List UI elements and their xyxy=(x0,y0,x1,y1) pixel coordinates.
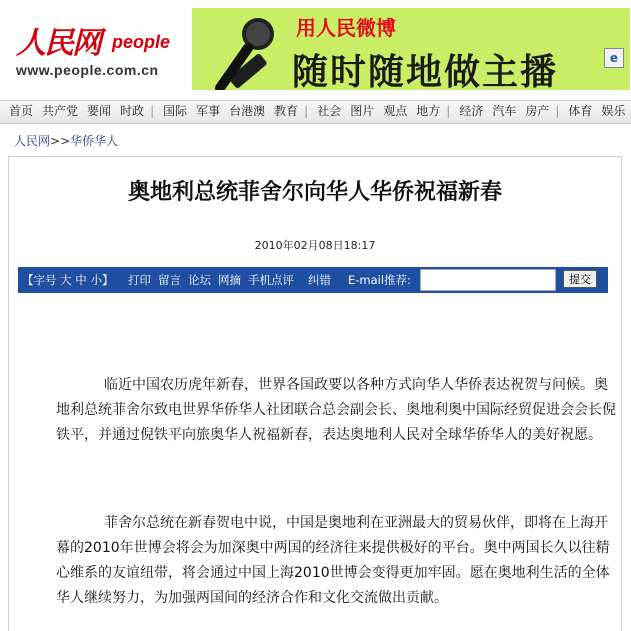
breadcrumb xyxy=(14,132,118,149)
nav-separator: | xyxy=(304,104,309,118)
nav-item[interactable]: 要闻 xyxy=(87,104,112,118)
article-toolbar xyxy=(18,267,608,293)
comment-link[interactable]: 留言 xyxy=(158,273,181,287)
nav-item[interactable]: 娱乐 xyxy=(601,104,626,118)
article-paragraph-1 xyxy=(56,373,616,448)
breadcrumb-section[interactable]: 华侨华人 xyxy=(70,134,119,148)
article-container xyxy=(8,156,622,631)
email-input[interactable] xyxy=(420,269,556,291)
people-logo[interactable] xyxy=(14,18,184,88)
nav-separator: | xyxy=(150,104,155,118)
ie-badge-icon: e xyxy=(604,48,624,68)
nav-item[interactable]: 经济 xyxy=(459,104,484,118)
font-size-switch[interactable]: 【字号 大 中 小】 xyxy=(22,273,114,287)
submit-button[interactable]: 提交 xyxy=(563,270,597,288)
nav-item[interactable]: 教育 xyxy=(274,104,299,118)
nav-item[interactable]: 体育 xyxy=(568,104,593,118)
error-report-link[interactable]: 纠错 xyxy=(308,273,331,287)
breadcrumb-separator: >> xyxy=(50,134,71,148)
banner-line2: 随时随地做主播 xyxy=(292,51,559,90)
article-date: 2010年02月08日18:17 xyxy=(254,239,376,252)
nav-item[interactable]: 军事 xyxy=(196,104,221,118)
article-paragraph-2 xyxy=(56,511,616,611)
nav-item[interactable]: 图片 xyxy=(350,104,375,118)
mobile-review-link[interactable]: 手机点评 xyxy=(248,273,294,287)
print-link[interactable]: 打印 xyxy=(128,273,151,287)
main-nav xyxy=(0,100,631,124)
nav-item[interactable]: 首页 xyxy=(9,104,34,118)
nav-item[interactable]: 汽车 xyxy=(492,104,517,118)
nav-item[interactable]: 房产 xyxy=(525,104,550,118)
logo-url-text: www.people.com.cn xyxy=(16,62,159,78)
banner-line1: 用人民微博 xyxy=(296,16,396,40)
excerpt-link[interactable]: 网摘 xyxy=(218,273,241,287)
email-label: E-mail推荐: xyxy=(348,273,411,287)
nav-item[interactable]: 共产党 xyxy=(42,104,79,118)
microphone-icon xyxy=(214,14,280,90)
nav-item[interactable]: 国际 xyxy=(163,104,188,118)
nav-item[interactable]: 时政 xyxy=(120,104,145,118)
nav-item[interactable]: 地方 xyxy=(416,104,441,118)
nav-separator: | xyxy=(446,104,451,118)
nav-item[interactable]: 社会 xyxy=(317,104,342,118)
logo-chinese-text: 人民网 xyxy=(16,26,100,61)
nav-item[interactable]: 台港澳 xyxy=(229,104,266,118)
site-header xyxy=(0,0,631,96)
paragraph-text: 菲舍尔总统在新春贺电中说，中国是奥地利在亚洲最大的贸易伙伴，即将在上海开幕的2010年世博会将会为加深奥中两国的经济往来提供极好的平台。奥中两国长久以往精心维系的友谊纽带，将会通过中国上海2010世博会变得更加牢固。愿在奥地利生活的全体华人继续努力，为加强两国间的经济合作和文化交流做出贡献。 xyxy=(56,515,610,606)
paragraph-text: 临近中国农历虎年新春，世界各国政要以各种方式向华人华侨表达祝贺与问候。奥地利总统菲舍尔致电世界华侨华人社团联合总会副会长、奥地利奥中国际经贸促进会会长倪铁平，并通过倪铁平向旅奥华人祝福新春，表达奥地利人民对全球华侨华人的美好祝愿。 xyxy=(56,377,616,443)
weibo-ad-banner[interactable] xyxy=(192,8,630,90)
breadcrumb-home[interactable]: 人民网 xyxy=(14,134,51,148)
article-title: 奥地利总统菲舍尔向华人华侨祝福新春 xyxy=(127,179,502,205)
forum-link[interactable]: 论坛 xyxy=(188,273,211,287)
logo-english-text: people xyxy=(112,32,171,52)
nav-separator: | xyxy=(555,104,560,118)
nav-item[interactable]: 观点 xyxy=(383,104,408,118)
